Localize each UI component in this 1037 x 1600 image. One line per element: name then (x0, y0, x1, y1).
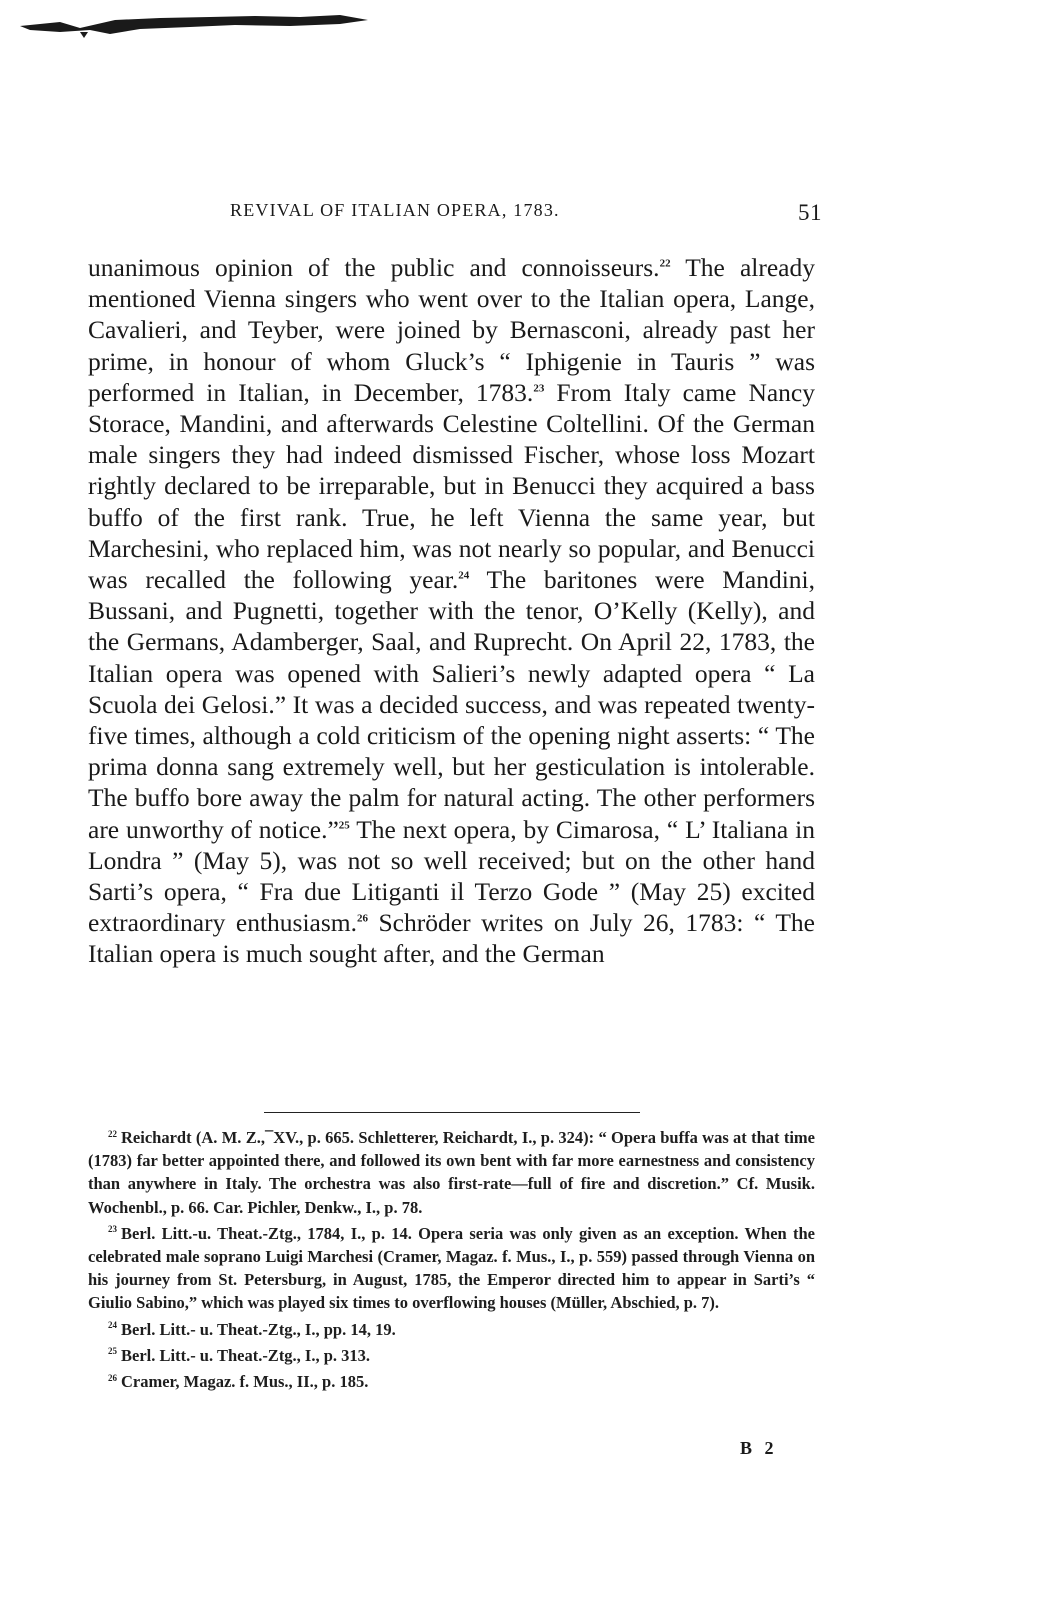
footnotes (88, 1126, 815, 1396)
body-paragraph (88, 252, 815, 970)
body-text-segment: Schröder writes on July 26, 1783: “ The Italian opera is much sought after, and the German (88, 908, 815, 969)
footnote-text: Cramer, Magaz. f. Mus., II., p. 185. (121, 1372, 369, 1392)
footnote-ref: 22 (659, 257, 671, 270)
footnote-text: Reichardt (A. M. Z.,¯XV., p. 665. Schletterer, Reichardt, I., p. 324): “ Opera buffa was at that time (1783) far better appointed there, and followed its own bent with far more earnestness and consistency than anywhere in Italy. The orchestra was also first-rate—full of fire and discretion.” Cf. Musik. Wochenbl., p. 66. Car. Pichler, Denkw., I., p. 78. (88, 1128, 815, 1217)
footnote-mark: 25 (108, 1346, 117, 1357)
footnote-ref: 24 (458, 569, 470, 582)
body-text-segment: The baritones were Mandini, Bussani, and Pugnetti, together with the tenor, O’Kelly (Kelly), and the Germans, Adamberger, Saal, and Ruprecht. On April 22, 1783, the Italian opera was opened with Salieri’s newly adapted opera “ La Scuola dei Gelosi.” It was a decided success, and was repeated twenty-five times, although a cold criticism of the opening night asserts: “ The prima donna sang extremely well, but her gesticulation is intolerable. The buffo bore away the palm for natural acting. The other performers are unworthy of notice.” (88, 565, 815, 844)
running-head (230, 200, 822, 232)
body-text-segment: unanimous opinion of the public and connoisseurs. (88, 253, 660, 282)
footnote-mark: 26 (108, 1372, 117, 1383)
footnote (88, 1318, 815, 1341)
footnote-ref: 23 (533, 382, 545, 395)
footnote (88, 1126, 815, 1219)
footnote-mark: 23 (108, 1224, 117, 1235)
footnote-text: Berl. Litt.- u. Theat.-Ztg., I., pp. 14, 19. (121, 1319, 396, 1339)
body-text-segment: The already mentioned Vienna singers who went over to the Italian opera, Lange, Cavalieri, and Teyber, were joined by Bernasconi, already past her prime, in honour of whom Gluck’s “ Iphigenie in Tauris ” was performed in Italian, in December, 1783. (88, 253, 815, 407)
footnote-rule (264, 1112, 640, 1113)
footnote (88, 1222, 815, 1315)
running-title: REVIVAL OF ITALIAN OPERA, 1783. (230, 200, 560, 220)
page-number: 51 (798, 200, 822, 225)
body-text (88, 252, 815, 970)
body-text-segment: The next opera, by Cimarosa, “ L’ Italiana in Londra ” (May 5), was not so well received; but on the other hand Sarti’s opera, “ Fra due Litiganti il Terzo Gode ” (May 25) excited extraordinary enthusiasm. (88, 814, 815, 938)
signature-mark: B 2 (740, 1438, 778, 1458)
footnote-ref: 26 (356, 912, 368, 925)
footnote-text: Berl. Litt.- u. Theat.-Ztg., I., p. 313. (121, 1345, 371, 1365)
footnote (88, 1370, 815, 1393)
footnote-mark: 24 (108, 1320, 117, 1331)
footnote-ref: 25 (338, 819, 350, 832)
scan-artifact-mark (20, 12, 370, 38)
footnote-mark: 22 (108, 1128, 117, 1139)
body-text-segment: From Italy came Nancy Storace, Mandini, and afterwards Celestine Coltellini. Of the German male singers they had indeed dismissed Fischer, whose loss Mozart rightly declared to be irreparable, but in Benucci they acquired a bass buffo of the first rank. True, he left Vienna the same year, but Marchesini, who replaced him, was not nearly so popular, and Benucci was recalled the following year. (88, 377, 815, 595)
footnote-text: Berl. Litt.-u. Theat.-Ztg., 1784, I., p. 14. Opera seria was only given as an exception. When the celebrated male soprano Luigi Marchesi (Cramer, Magaz. f. Mus., I., p. 559) passed through Vienna on his journey from St. Petersburg, in August, 1785, the Emperor directed him to appear in Sarti’s “ Giulio Sabino,” which was played six times to overflowing houses (Müller, Abschied, p. 7). (88, 1223, 815, 1313)
footnote (88, 1344, 815, 1367)
